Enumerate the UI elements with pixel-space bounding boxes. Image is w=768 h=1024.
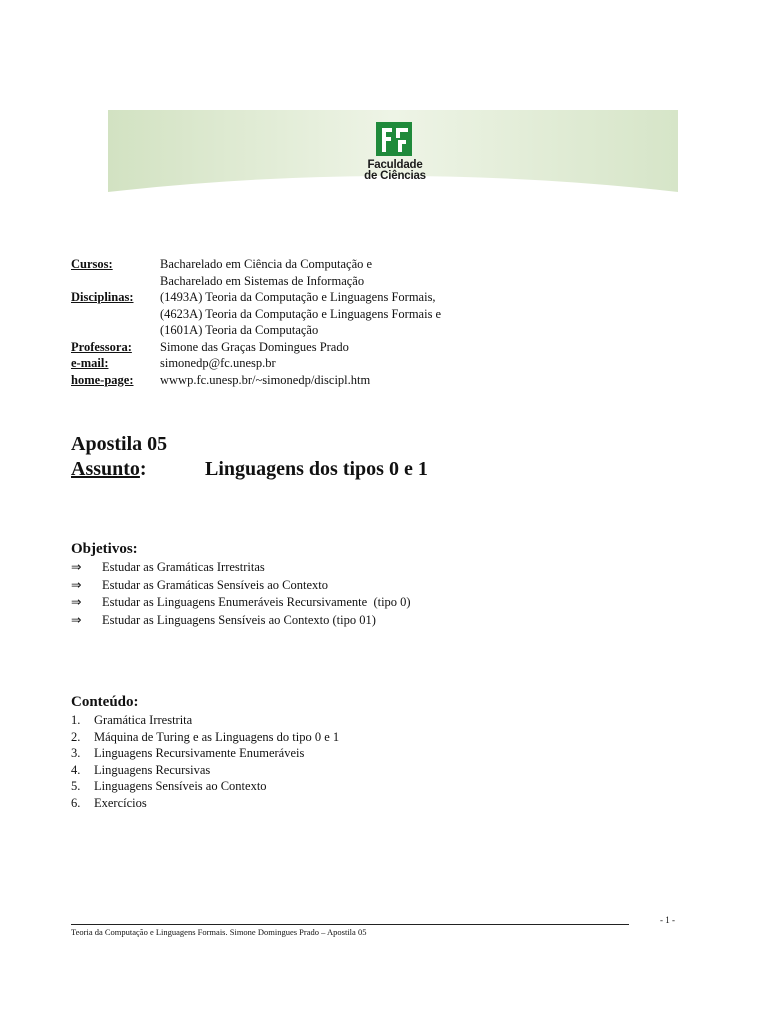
item-text: Máquina de Turing e as Linguagens do tipo 0 e 1 [94, 729, 340, 744]
logo-line-1: Faculdade [367, 159, 423, 171]
item-number: 3. [71, 746, 81, 760]
implies-arrow-icon: ⇒ [71, 595, 82, 609]
conteudo-heading: Conteúdo: [71, 694, 139, 710]
list-item [71, 729, 339, 746]
faculdade-logo [360, 120, 430, 182]
objetivos-list [71, 559, 411, 629]
item-number: 4. [71, 762, 81, 777]
info-label: Disciplinas: [71, 290, 134, 304]
fc-emblem-icon [360, 120, 430, 156]
item-text: Linguagens Recursivamente Enumeráveis [94, 746, 305, 760]
objetivo-text: Estudar as Linguagens Sensíveis ao Contexto (tipo 01) [102, 612, 376, 627]
info-row [71, 256, 441, 273]
info-label [71, 306, 160, 323]
info-row [71, 289, 441, 306]
info-value: (1601A) Teoria da Computação [160, 323, 319, 337]
info-label [71, 322, 160, 339]
item-number: 1. [71, 713, 81, 727]
info-value: (4623A) Teoria da Computação e Linguagens Formais e [160, 306, 442, 321]
implies-arrow-icon: ⇒ [71, 560, 82, 574]
info-value: (1493A) Teoria da Computação e Linguagens Formais, [160, 290, 436, 304]
list-item [71, 577, 411, 595]
list-item [71, 612, 411, 630]
course-info [71, 256, 441, 388]
item-text: Linguagens Recursivas [94, 762, 211, 777]
item-number: 5. [71, 779, 81, 793]
logo-line-2: de Ciências [364, 170, 426, 182]
info-label: Cursos: [71, 257, 113, 271]
list-item [71, 778, 339, 795]
list-item [71, 712, 339, 729]
footer-divider [71, 924, 629, 925]
item-number: 6. [71, 795, 81, 810]
page-number: - 1 - [660, 915, 675, 925]
implies-arrow-icon: ⇒ [71, 577, 82, 592]
assunto-label: Assunto [71, 458, 140, 480]
objetivos-heading: Objetivos: [71, 541, 138, 557]
info-value: Bacharelado em Sistemas de Informação [160, 273, 365, 288]
list-item [71, 559, 411, 577]
conteudo-list [71, 712, 339, 811]
info-label [71, 273, 160, 290]
objetivo-text: Estudar as Gramáticas Sensíveis ao Contexto [102, 577, 328, 592]
info-label: Professora: [71, 339, 132, 354]
list-item [71, 762, 339, 779]
assunto-colon: : [139, 458, 147, 480]
objetivo-text: Estudar as Gramáticas Irrestritas [102, 560, 265, 574]
info-row [71, 306, 441, 323]
info-value: simonedp@fc.unesp.br [160, 356, 276, 370]
item-text: Linguagens Sensíveis ao Contexto [94, 779, 267, 793]
item-text: Gramática Irrestrita [94, 713, 193, 727]
assunto-topic: Linguagens dos tipos 0 e 1 [205, 458, 428, 480]
apostila-title: Apostila 05 [71, 433, 168, 455]
objetivo-text: Estudar as Linguagens Enumeráveis Recursivamente (tipo 0) [102, 595, 411, 609]
info-row [71, 372, 441, 389]
info-row [71, 339, 441, 356]
list-item [71, 745, 339, 762]
list-item [71, 795, 339, 812]
info-label: e-mail: [71, 356, 109, 370]
implies-arrow-icon: ⇒ [71, 612, 82, 627]
info-row [71, 322, 441, 339]
item-text: Exercícios [94, 795, 147, 810]
assunto-line [71, 458, 428, 481]
info-row [71, 355, 441, 372]
info-value: Bacharelado em Ciência da Computação e [160, 257, 373, 271]
info-value: Simone das Graças Domingues Prado [160, 339, 349, 354]
info-label: home-page: [71, 372, 134, 387]
item-number: 2. [71, 729, 81, 744]
info-row [71, 273, 441, 290]
footer-text: Teoria da Computação e Linguagens Formais. Simone Domingues Prado – Apostila 05 [71, 927, 367, 937]
list-item [71, 594, 411, 612]
info-value: wwwp.fc.unesp.br/~simonedp/discipl.htm [160, 372, 371, 387]
